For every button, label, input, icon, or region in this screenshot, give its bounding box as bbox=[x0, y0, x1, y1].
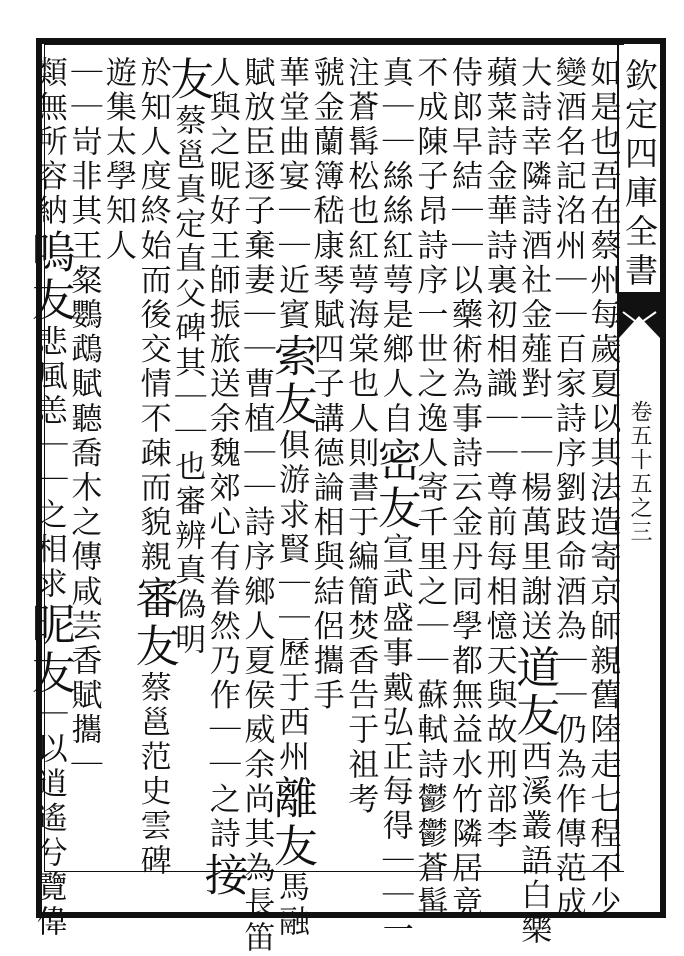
column-text: 注蒼髯松也紅萼海棠也 bbox=[342, 56, 379, 402]
column-text: 悲風恙｜｜之相求 bbox=[30, 325, 67, 602]
column-text: 王粲鸚鵡賦聽喬木之 bbox=[65, 229, 102, 541]
column-text: 人則書于編簡焚香告于祖考 bbox=[342, 402, 379, 818]
column-text: 蔡邕范史雲碑 bbox=[134, 671, 171, 879]
column-text: 賦放臣逐子棄妻｜｜曹植｜｜詩序鄉人夏侯威余尚其為 bbox=[238, 56, 275, 887]
column-text: 蔡邕真定直父碑其｜｜也審辨真偽明 bbox=[169, 104, 206, 658]
headword: 道友 bbox=[508, 644, 560, 741]
column-text: 華堂曲宴｜｜近賓 bbox=[273, 56, 309, 333]
column-text: 俱游求賢｜｜歷于西州 bbox=[273, 428, 309, 775]
column-text: 不成陳子昂詩序一世之逸人寄千里之｜｜蘇軾詩鬱鬱蒼髯 bbox=[411, 56, 448, 921]
headword: 密友 bbox=[369, 436, 421, 533]
headword: 接 bbox=[196, 851, 248, 900]
column-text: 侍郎早結｜｜以藥術為事詩云金丹同學都無益水竹隣居竟 bbox=[446, 56, 482, 921]
column-text: 虢金蘭簿嵇康琴賦 bbox=[307, 56, 344, 333]
headword: 離友 bbox=[266, 774, 317, 871]
column-text: 馬融 bbox=[273, 870, 309, 941]
headword: 審友 bbox=[127, 575, 179, 671]
column-text: 傳咸芸香賦攜｜ bbox=[65, 540, 102, 783]
column-text: 人與之昵好王師振旅送余魏郊心有眷然乃作｜｜之詩 bbox=[203, 56, 240, 852]
column-text: ｜以逍遙兮覽偉 bbox=[30, 697, 67, 941]
column-text: 遊集太學知人 bbox=[100, 56, 136, 264]
column-text: 西溪叢語白樂 bbox=[515, 740, 552, 948]
column-text: 於知人度終始而後交情不疎而貌親 bbox=[134, 56, 171, 575]
headword: 友 bbox=[162, 56, 214, 104]
column-text: 四子講德論相與結侶攜手 bbox=[307, 332, 344, 714]
column-text: ｜｜岢非其 bbox=[65, 56, 102, 229]
volume-label: 卷五十五之三 bbox=[627, 400, 652, 544]
book-title: 欽定四庫全書 bbox=[620, 58, 659, 292]
column-text: 大詩幸隣詩酒社金薤對｜｜楊萬里謝送 bbox=[515, 56, 552, 645]
headword: 昵友 bbox=[23, 601, 75, 698]
column-text: 如是也吾在蔡州每歲夏以其法造寄京師親舊陸走七程不少 bbox=[584, 56, 621, 921]
column-text: 長笛 bbox=[238, 886, 275, 956]
column-text: 天與故刑部李 bbox=[480, 644, 517, 852]
headword: 嗚友 bbox=[23, 229, 75, 325]
column-text: 變酒名記洺州｜｜百家詩序劉跂命酒為｜｜仍為作傳范成 bbox=[549, 56, 586, 921]
column-text: 真｜｜絲絲紅萼是鄉人自 bbox=[376, 56, 413, 437]
text-column bbox=[23, 56, 75, 941]
column-text: 蘋菜詩金華詩裏初相識｜｜尊前每相憶 bbox=[480, 56, 517, 645]
column-text: 類無所容納 bbox=[30, 56, 67, 229]
headword: 索友 bbox=[266, 332, 317, 429]
column-text: 宣武盛事戴弘正每得｜｜一 bbox=[376, 532, 413, 948]
